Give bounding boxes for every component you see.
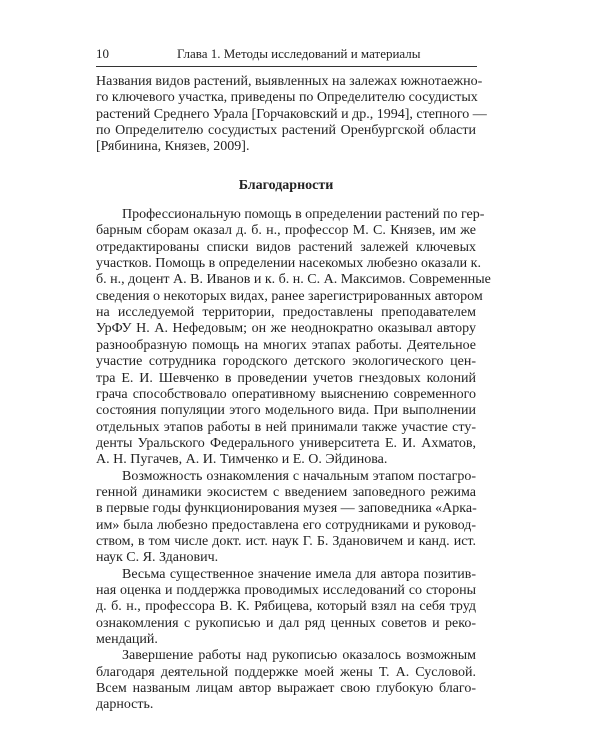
text-line: [Рябинина, Князев, 2009]. [96, 139, 250, 155]
paragraph [96, 469, 476, 567]
running-header [96, 46, 476, 66]
text-line: мендаций. [96, 632, 158, 647]
text-line: состояния популяции этого модельного вида. При выполнении [96, 403, 476, 419]
text-line: Всем названым лицам автор выражает свою глубокую благо- [96, 681, 476, 697]
text-line: денты Уральского Федерального университета Е. И. Ахматов, [96, 435, 476, 451]
paragraph [96, 567, 476, 649]
text-line: А. Н. Пугачев, А. И. Тимченко и Е. О. Эйдинова. [96, 452, 388, 468]
paragraph [96, 648, 476, 713]
page-number: 10 [96, 46, 109, 61]
page-body [96, 74, 491, 714]
text-line: барным сборам оказал д. б. н., профессор М. С. Князев, им же [96, 223, 476, 239]
text-line: растений Среднего Урала [Горчаковский и др., 1994], степного — [96, 106, 487, 122]
text-line: дарность. [96, 697, 154, 713]
text-line: разнообразную помощь на многих этапах работы. Деятельное [96, 337, 476, 353]
text-line: Названия видов растений, выявленных на залежах южнотаежно- [96, 74, 483, 89]
paragraph [96, 207, 491, 469]
running-title: Глава 1. Методы исследований и материалы [177, 46, 421, 61]
text-line: ством, в том числе докт. ист. наук Г. Б. Здановичем и канд. ист. [96, 533, 476, 549]
text-line: го ключевого участка, приведены по Определителю сосудистых [96, 90, 478, 106]
intro-paragraph [96, 74, 487, 156]
text-line: Весьма существенное значение имела для автора позитив- [122, 566, 476, 582]
text-line: участие сотрудника городского детского экологического цен- [96, 354, 476, 370]
paragraph [96, 74, 487, 156]
header-rule [96, 66, 477, 67]
text-line: отдельных этапов работы в ней принимали также участие сту- [96, 419, 476, 435]
text-line: генной динамики экосистем с введением заповедного режима [96, 484, 476, 500]
text-line: Профессиональную помощь в определении растений по гер- [122, 207, 485, 223]
section-heading: Благодарности [238, 177, 334, 193]
text-line: Завершение работы над рукописью оказалось возможным [122, 648, 476, 664]
text-line: на исследуемой территории, предоставлены преподавателем [96, 305, 476, 321]
acknowledgements-section [96, 207, 491, 714]
text-line: наук С. Я. Зданович. [96, 550, 219, 566]
text-line: им» была любезно предоставлена его сотрудниками и руковод- [96, 517, 476, 533]
text-line: д. б. н., профессора В. К. Рябицева, который взял на себя труд [96, 599, 476, 615]
text-line: по Определителю сосудистых растений Оренбургской области [96, 123, 476, 139]
text-line: участков. Помощь в определении насекомых любезно оказали к. [96, 256, 481, 272]
text-line: ознакомления с рукописью и дал ряд ценных советов и реко- [96, 615, 476, 631]
text-line: УрФУ Н. А. Нефедовым; он же неоднократно оказывал автору [96, 321, 476, 337]
text-line: б. н., доцент А. В. Иванов и к. б. н. С. А. Максимов. Современные [96, 272, 491, 288]
text-line: благодаря деятельной поддержке моей жены Т. А. Сусловой. [96, 664, 476, 680]
text-line: тра Е. И. Шевченко в проведении учетов гнездовых колоний [96, 370, 476, 386]
text-line: ная оценка и поддержка проводимых исследований со стороны [96, 582, 476, 598]
text-line: грача способствовало оперативному выяснению современного [96, 386, 476, 402]
text-line: Возможность ознакомления с начальным этапом постагро- [122, 468, 476, 484]
text-line: сведения о некоторых видах, ранее зарегистрированных автором [96, 288, 483, 304]
text-line: отредактированы списки видов растений залежей ключевых [96, 239, 476, 255]
text-line: в первые годы функционирования музея — заповедника «Арка- [96, 501, 477, 517]
